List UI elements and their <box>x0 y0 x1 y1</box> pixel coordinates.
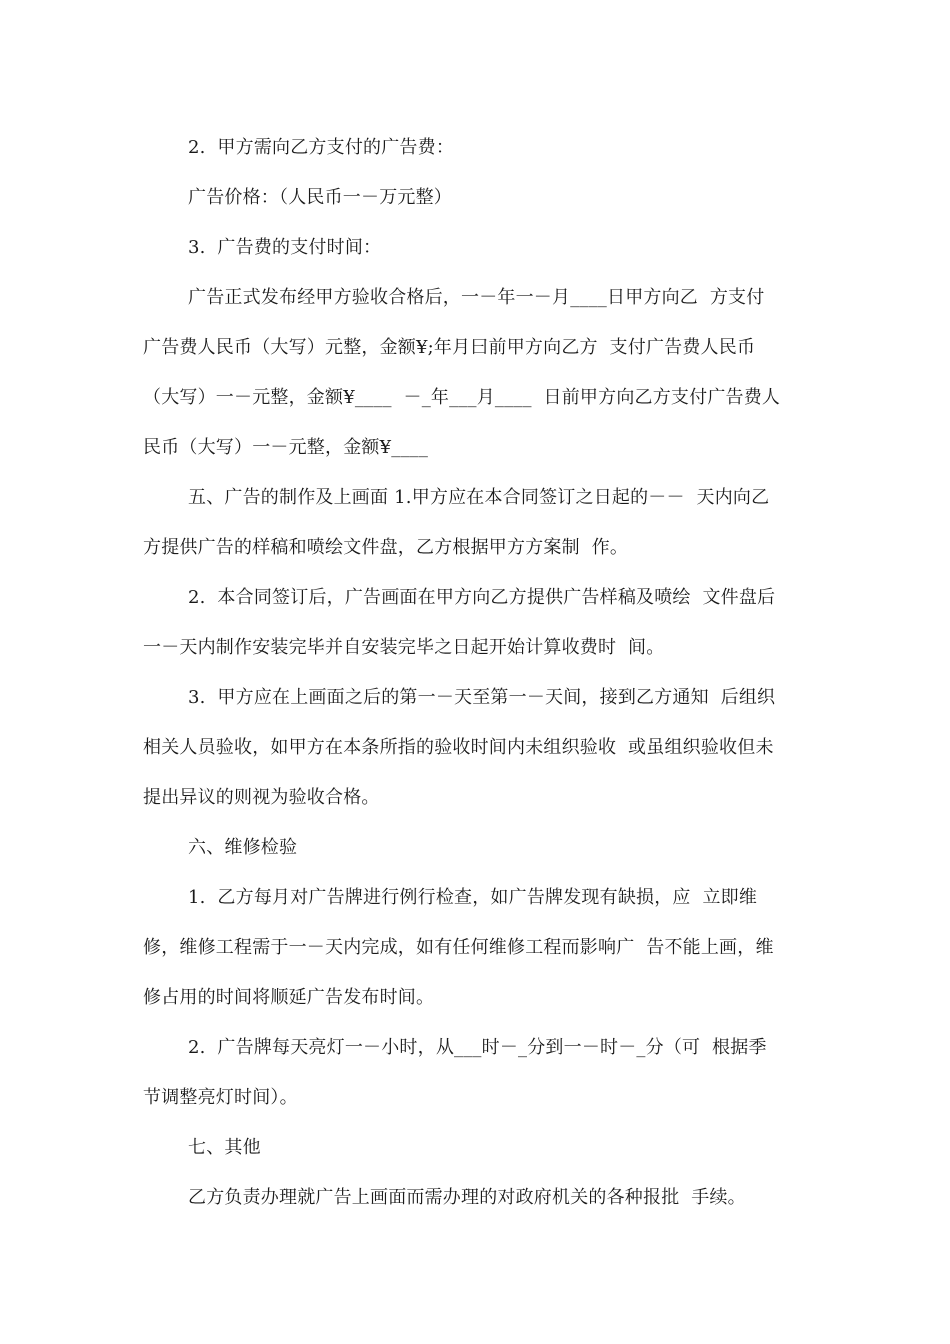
text-line-11: 一－天内制作安装完毕并自安装完毕之日起开始计算收费时 间。 <box>143 637 665 658</box>
text-line-12: 3. 甲方应在上画面之后的第一－天至第一－天间，接到乙方通知 后组织 <box>188 687 776 708</box>
text-line-13: 相关人员验收，如甲方在本条所指的验收时间内未组织验收 或虽组织验收但未 <box>143 737 774 758</box>
text-line-22: 乙方负责办理就广告上画面而需办理的对政府机关的各种报批 手续。 <box>188 1187 746 1208</box>
text-line-15: 六、维修检验 <box>188 837 298 858</box>
text-line-20: 节调整亮灯时间）。 <box>143 1087 298 1108</box>
text-line-17: 修，维修工程需于一－天内完成，如有任何维修工程而影响广 告不能上画，维 <box>143 937 774 958</box>
text-line-10: 2. 本合同签订后，广告画面在甲方向乙方提供广告样稿及喷绘 文件盘后 <box>188 587 776 608</box>
text-line-7: 民币（大写）一－元整，金额¥____ <box>143 437 429 458</box>
text-line-9: 方提供广告的样稿和喷绘文件盘，乙方根据甲方方案制 作。 <box>143 537 629 558</box>
text-line-14: 提出异议的则视为验收合格。 <box>143 787 380 808</box>
text-line-18: 修占用的时间将顺延广告发布时间。 <box>143 987 435 1008</box>
text-line-1: 2. 甲方需向乙方支付的广告费： <box>188 137 455 158</box>
text-line-4: 广告正式发布经甲方验收合格后，一－年一－月____日甲方向乙 方支付 <box>188 287 765 308</box>
text-line-6: （大写）一－元整，金额¥____ －_年___月____ 日前甲方向乙方支付广告费人 <box>143 387 781 408</box>
text-line-16: 1. 乙方每月对广告牌进行例行检查，如广告牌发现有缺损，应 立即维 <box>188 887 758 908</box>
text-line-2: 广告价格：（人民币一－万元整） <box>188 187 452 208</box>
text-line-8: 五、广告的制作及上画面 1.甲方应在本合同签订之日起的－－ 天内向乙 <box>188 487 770 508</box>
text-line-3: 3. 广告费的支付时间： <box>188 237 382 258</box>
text-line-19: 2. 广告牌每天亮灯一－小时，从___时－_分到一－时－_分（可 根据季 <box>188 1037 767 1058</box>
text-line-5: 广告费人民币（大写）元整，金额¥;年月曰前甲方向乙方 支付广告费人民币 <box>143 337 756 358</box>
text-line-21: 七、其他 <box>188 1137 261 1158</box>
